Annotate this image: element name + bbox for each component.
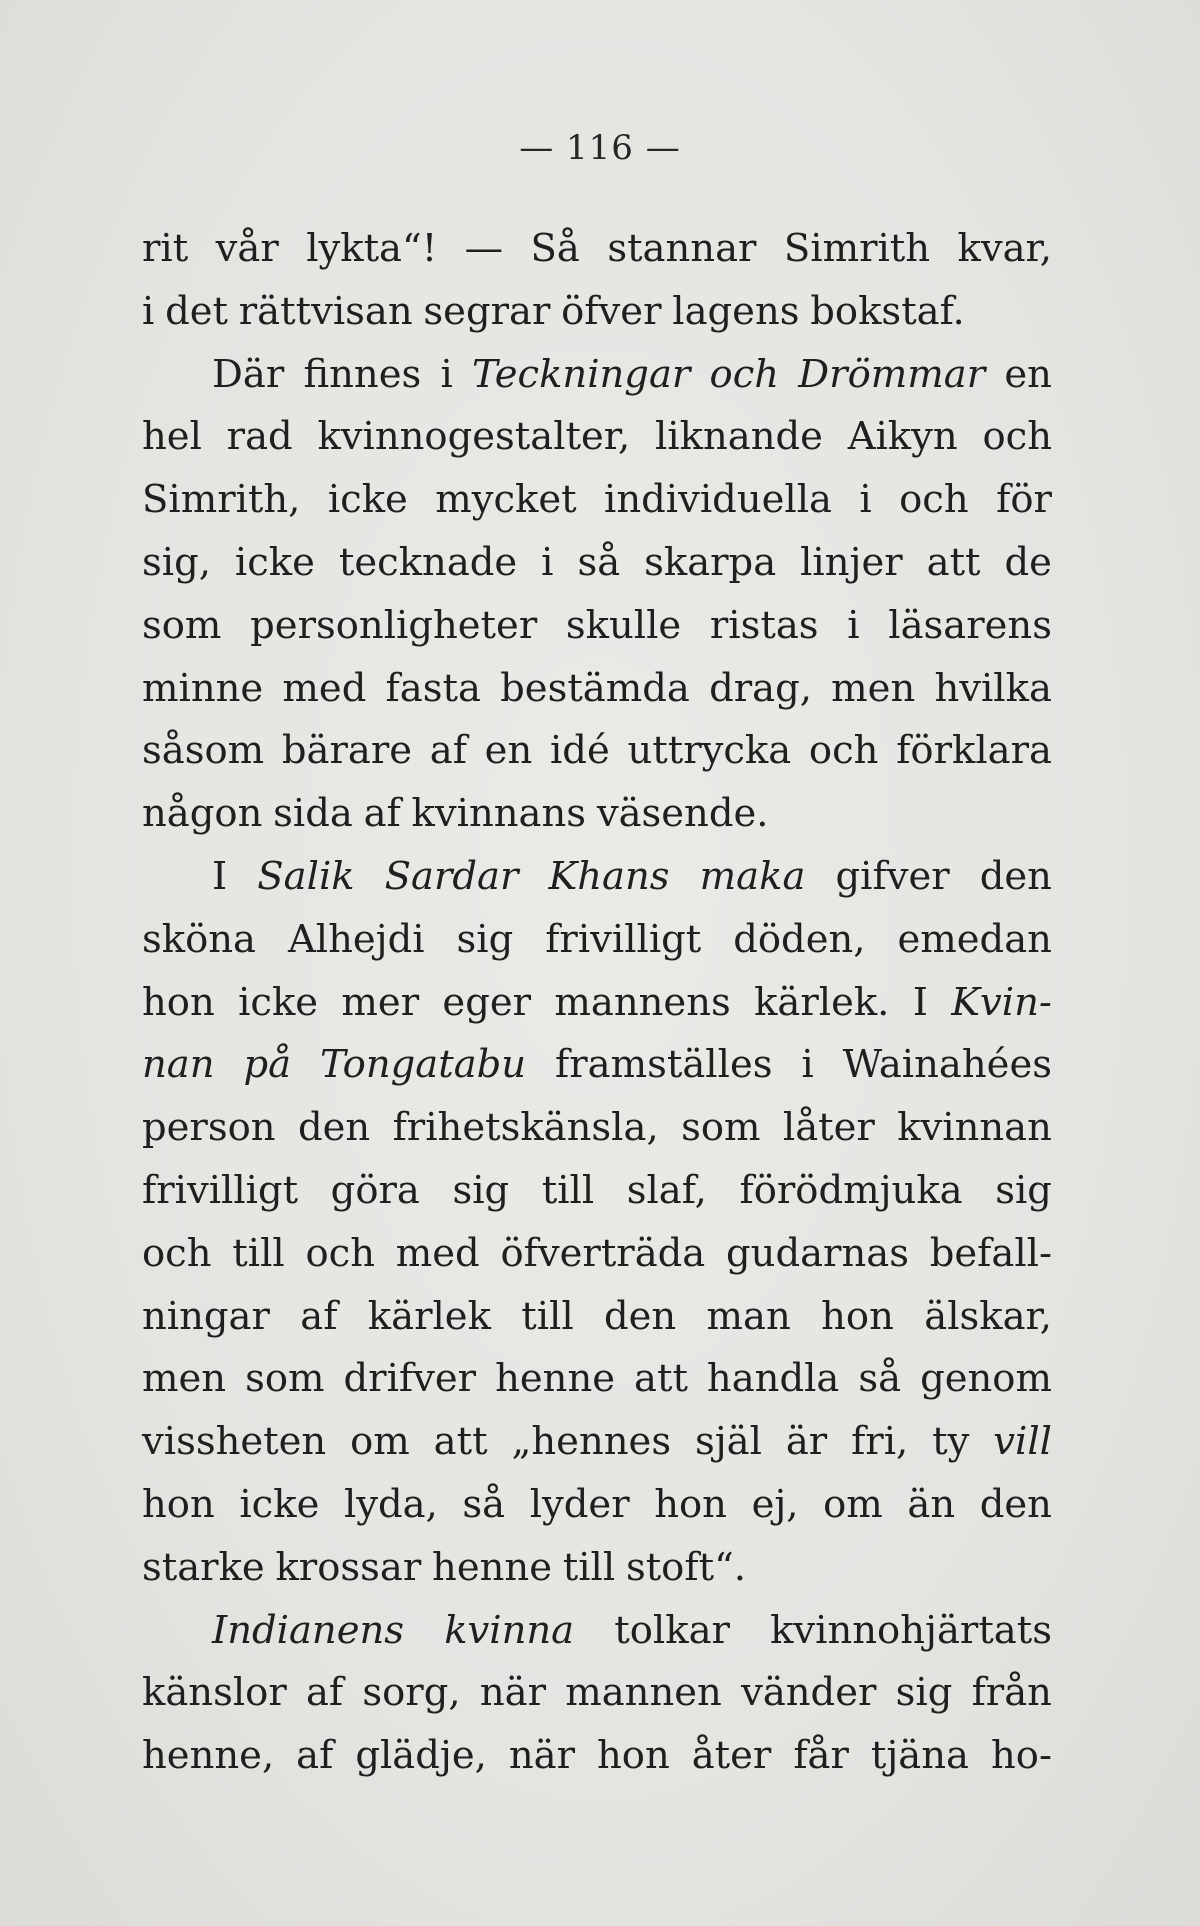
word: personligheter xyxy=(250,602,538,648)
word: Alhejdi xyxy=(287,916,425,962)
word: så xyxy=(462,1481,506,1527)
word: till xyxy=(562,1544,616,1590)
word: befall- xyxy=(929,1230,1052,1276)
word: Sardar xyxy=(384,853,519,899)
word: kvinna xyxy=(444,1607,575,1653)
word: uttrycka xyxy=(627,728,792,774)
word: den xyxy=(603,1293,677,1339)
word: rättvisan xyxy=(238,288,413,334)
word: sig xyxy=(995,1167,1052,1213)
word: frivilligt xyxy=(545,916,702,962)
word: så xyxy=(577,539,621,585)
word: slaf, xyxy=(626,1167,707,1213)
text-line xyxy=(142,658,1052,721)
word: och xyxy=(305,1230,376,1276)
word: läsarens xyxy=(888,602,1052,648)
word: ej, xyxy=(751,1481,799,1527)
word: nan xyxy=(142,1042,215,1088)
word: icke xyxy=(239,1481,320,1527)
word: ty xyxy=(932,1419,970,1465)
word: för xyxy=(996,477,1052,523)
word: Simrith, xyxy=(142,477,301,523)
word: frihetskänsla, xyxy=(392,1105,659,1151)
word: låter xyxy=(782,1105,875,1151)
word: stoft“. xyxy=(625,1544,747,1590)
body-text xyxy=(142,218,1052,1788)
word: lagens xyxy=(672,288,800,334)
word: i xyxy=(859,477,872,523)
text-line xyxy=(142,344,1052,407)
word: lyder xyxy=(529,1481,630,1527)
word: får xyxy=(793,1733,849,1779)
word: genom xyxy=(920,1356,1052,1402)
word: finnes xyxy=(303,351,422,397)
word: sköna xyxy=(142,916,257,962)
word: än xyxy=(907,1481,956,1527)
word: och xyxy=(142,1230,212,1276)
word: starke xyxy=(142,1544,265,1590)
word: men xyxy=(142,1356,227,1402)
word: när xyxy=(508,1733,575,1779)
word: vänder xyxy=(741,1670,877,1716)
word: eger xyxy=(442,979,532,1025)
word: segrar xyxy=(423,288,551,334)
word: kvinnohjärtats xyxy=(770,1607,1052,1653)
word: hvilka xyxy=(934,665,1052,711)
text-line xyxy=(142,1348,1052,1411)
page-number: — 116 — xyxy=(519,128,681,168)
word: Khans xyxy=(548,853,670,899)
word: öfverträda xyxy=(500,1230,706,1276)
word: att xyxy=(926,539,981,585)
text-line xyxy=(142,1223,1052,1286)
word: Teckningar xyxy=(472,351,691,397)
word: känslor xyxy=(142,1670,287,1716)
word: i xyxy=(142,288,155,334)
text-line xyxy=(142,532,1052,595)
text-line xyxy=(142,281,1052,344)
word: fasta xyxy=(385,665,481,711)
word: och xyxy=(709,351,780,397)
word: glädje, xyxy=(355,1733,487,1779)
word: i xyxy=(541,539,554,585)
text-line xyxy=(142,1725,1052,1788)
word: i xyxy=(801,1042,814,1088)
word: af xyxy=(305,1670,344,1716)
word: om xyxy=(350,1419,410,1465)
word: linjer xyxy=(800,539,903,585)
word: med xyxy=(395,1230,480,1276)
word: bokstaf. xyxy=(810,288,965,334)
text-line xyxy=(142,1662,1052,1725)
word: den xyxy=(297,1105,371,1151)
word: tjäna xyxy=(870,1733,970,1779)
word: henne xyxy=(432,1544,552,1590)
word: kvar, xyxy=(957,226,1052,271)
word: och xyxy=(899,477,969,523)
word: I xyxy=(912,979,928,1025)
word: icke xyxy=(327,477,408,523)
text-line xyxy=(142,469,1052,532)
word: själ xyxy=(694,1419,762,1465)
word: att xyxy=(634,1356,688,1402)
word: lyda, xyxy=(343,1481,438,1527)
word: icke xyxy=(238,979,319,1025)
word: väsende. xyxy=(596,791,769,837)
word: — xyxy=(464,226,504,271)
word: den xyxy=(979,1481,1052,1527)
word: minne xyxy=(142,665,264,711)
word: öfver xyxy=(561,288,662,334)
word: från xyxy=(971,1670,1052,1716)
word: sig xyxy=(895,1670,953,1716)
word: „hennes xyxy=(511,1419,672,1465)
word: till xyxy=(541,1167,595,1213)
word: krossar xyxy=(275,1544,422,1590)
word: Simrith xyxy=(783,226,931,271)
word: frivilligt xyxy=(142,1167,299,1213)
word: bärare xyxy=(281,728,413,774)
word: Kvin- xyxy=(951,979,1052,1025)
word: mycket xyxy=(435,477,577,523)
text-line xyxy=(142,1286,1052,1349)
word: Tongatabu xyxy=(319,1042,527,1088)
word: handla xyxy=(706,1356,840,1402)
text-line xyxy=(142,1097,1052,1160)
word: man xyxy=(706,1293,791,1339)
word: på xyxy=(243,1042,292,1088)
word: mer xyxy=(341,979,420,1025)
word: gudarnas xyxy=(726,1230,909,1276)
word: förödmjuka xyxy=(739,1167,963,1213)
text-line xyxy=(142,218,1052,281)
word: af xyxy=(429,728,467,774)
word: hon xyxy=(654,1481,727,1527)
word: ristas xyxy=(709,602,819,648)
word: stannar xyxy=(607,226,757,271)
word: hon xyxy=(596,1733,670,1779)
word: hon xyxy=(821,1293,894,1339)
word: Så xyxy=(530,226,580,271)
word: vill xyxy=(993,1419,1052,1465)
word: ningar xyxy=(142,1293,270,1339)
word: sig xyxy=(452,1167,510,1213)
text-line xyxy=(142,909,1052,972)
word: henne, xyxy=(142,1733,275,1779)
word: till xyxy=(521,1293,574,1339)
word: som xyxy=(142,602,222,648)
word: till xyxy=(232,1230,285,1276)
word: Wainahées xyxy=(842,1042,1052,1088)
word: om xyxy=(823,1481,883,1527)
word: af xyxy=(296,1733,334,1779)
word: rit xyxy=(142,226,189,271)
word: sig, xyxy=(142,539,211,585)
text-line xyxy=(142,1600,1052,1663)
word: rad xyxy=(226,414,293,460)
word: och xyxy=(808,728,879,774)
word: en xyxy=(1004,351,1052,397)
text-line xyxy=(142,972,1052,1035)
word: mannen xyxy=(565,1670,722,1716)
text-line xyxy=(142,406,1052,469)
word: tolkar xyxy=(614,1607,730,1653)
word: men xyxy=(831,665,916,711)
word: älskar, xyxy=(924,1293,1052,1339)
text-line xyxy=(142,783,1052,846)
word: mannens xyxy=(554,979,731,1025)
word: åter xyxy=(691,1733,772,1779)
word: det xyxy=(165,288,228,334)
word: göra xyxy=(330,1167,420,1213)
word: Aikyn xyxy=(847,414,958,460)
text-line xyxy=(142,1034,1052,1097)
word: lykta“! xyxy=(306,226,438,271)
text-line xyxy=(142,846,1052,909)
text-line xyxy=(142,1411,1052,1474)
word: drifver xyxy=(343,1356,477,1402)
word: kvinnans xyxy=(411,791,587,837)
word: de xyxy=(1004,539,1052,585)
word: fri, xyxy=(851,1419,909,1465)
word: tecknade xyxy=(338,539,518,585)
word: af xyxy=(363,791,401,837)
word: och xyxy=(982,414,1052,460)
word: så xyxy=(858,1356,902,1402)
word: gifver xyxy=(835,853,950,899)
word: hel xyxy=(142,414,202,460)
word: liknande xyxy=(654,414,823,460)
word: kvinnan xyxy=(897,1105,1052,1151)
word: individuella xyxy=(604,477,832,523)
word: sig xyxy=(456,916,514,962)
word: som xyxy=(245,1356,325,1402)
text-line xyxy=(142,720,1052,783)
word: är xyxy=(785,1419,828,1465)
text-line xyxy=(142,1160,1052,1223)
word: hon xyxy=(142,979,215,1025)
word: när xyxy=(479,1670,546,1716)
word: såsom xyxy=(142,728,265,774)
word: förklara xyxy=(896,728,1052,774)
word: kvinnogestalter, xyxy=(317,414,631,460)
word: icke xyxy=(234,539,315,585)
word: att xyxy=(433,1419,488,1465)
word: I xyxy=(212,853,228,899)
word: i xyxy=(440,351,453,397)
word: någon xyxy=(142,791,263,837)
word: person xyxy=(142,1105,276,1151)
word: henne xyxy=(495,1356,616,1402)
word: vissheten xyxy=(142,1419,327,1465)
word: en xyxy=(484,728,533,774)
word: kärlek. xyxy=(754,979,890,1025)
word: idé xyxy=(549,728,610,774)
word: den xyxy=(979,853,1052,899)
word: i xyxy=(847,602,860,648)
word: framställes xyxy=(555,1042,773,1088)
word: döden, xyxy=(733,916,866,962)
word: bestämda xyxy=(500,665,690,711)
text-line xyxy=(142,1537,1052,1600)
word: skulle xyxy=(565,602,682,648)
word: Där xyxy=(212,351,285,397)
word: emedan xyxy=(897,916,1052,962)
word: hon xyxy=(142,1481,215,1527)
word: kärlek xyxy=(367,1293,491,1339)
text-line xyxy=(142,1474,1052,1537)
word: med xyxy=(282,665,367,711)
word: Drömmar xyxy=(798,351,986,397)
word: maka xyxy=(699,853,806,899)
word: af xyxy=(300,1293,338,1339)
word: som xyxy=(681,1105,761,1151)
word: sida xyxy=(273,791,353,837)
word: vår xyxy=(215,226,279,271)
word: skarpa xyxy=(644,539,777,585)
text-line xyxy=(142,595,1052,658)
word: Salik xyxy=(257,853,355,899)
word: Indianens xyxy=(212,1607,405,1653)
word: sorg, xyxy=(362,1670,461,1716)
word: drag, xyxy=(709,665,812,711)
word: ho- xyxy=(990,1733,1052,1779)
